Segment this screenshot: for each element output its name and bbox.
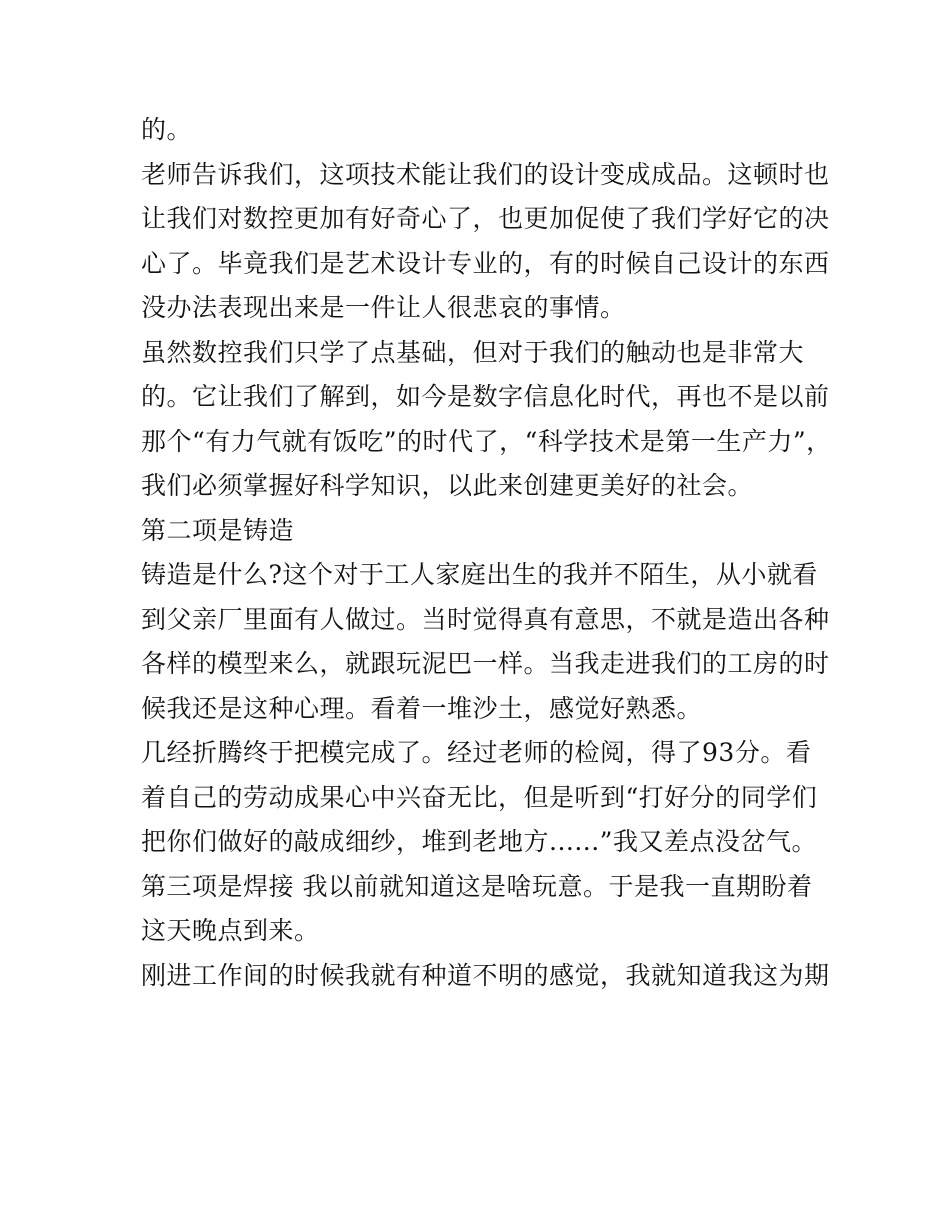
document-body	[141, 108, 832, 998]
text-line: 的。它让我们了解到，如今是数字信息化时代，再也不是以前	[141, 382, 830, 411]
text-line: 候我还是这种心理。看着一堆沙土，感觉好熟悉。	[141, 693, 703, 723]
text-line: 着自己的劳动成果心中兴奋无比，但是听到“打好分的同学们	[141, 782, 818, 812]
text-line: 心了。毕竟我们是艺术设计专业的，有的时候自己设计的东西	[141, 248, 830, 278]
text-line: 老师告诉我们，这项技术能让我们的设计变成成品。这顿时也	[141, 159, 830, 189]
text-line: 虽然数控我们只学了点基础，但对于我们的触动也是非常大	[141, 337, 805, 367]
text-line: 让我们对数控更加有好奇心了，也更加促使了我们学好它的决	[141, 204, 830, 233]
text-line: 各样的模型来么，就跟玩泥巴一样。当我走进我们的工房的时	[141, 649, 830, 678]
text-line: 第三项是焊接 我以前就知道这是啥玩意。于是我一直期盼着	[141, 871, 813, 901]
text-line: 我们必须掌握好科学知识，以此来创建更美好的社会。	[141, 471, 754, 500]
text-line: 几经折腾终于把模完成了。经过老师的检阅，得了93分。看	[141, 738, 812, 767]
section-heading: 第二项是铸造	[141, 515, 295, 545]
text-line: 铸造是什么?这个对于工人家庭出生的我并不陌生，从小就看	[141, 560, 818, 589]
text-line: 没办法表现出来是一件让人很悲哀的事情。	[141, 293, 626, 322]
text-line: 刚进工作间的时候我就有种道不明的感觉，我就知道我这为期	[141, 960, 830, 990]
text-line: 的。	[141, 115, 193, 144]
text-line: 到父亲厂里面有人做过。当时觉得真有意思，不就是造出各种	[141, 604, 830, 634]
text-line: 把你们做好的敲成细纱，堆到老地方......”我又差点没岔气。	[141, 827, 817, 856]
text-line: 那个“有力气就有饭吃”的时代了，“科学技术是第一生产力”，	[141, 426, 832, 456]
text-line: 这天晚点到来。	[141, 916, 320, 945]
